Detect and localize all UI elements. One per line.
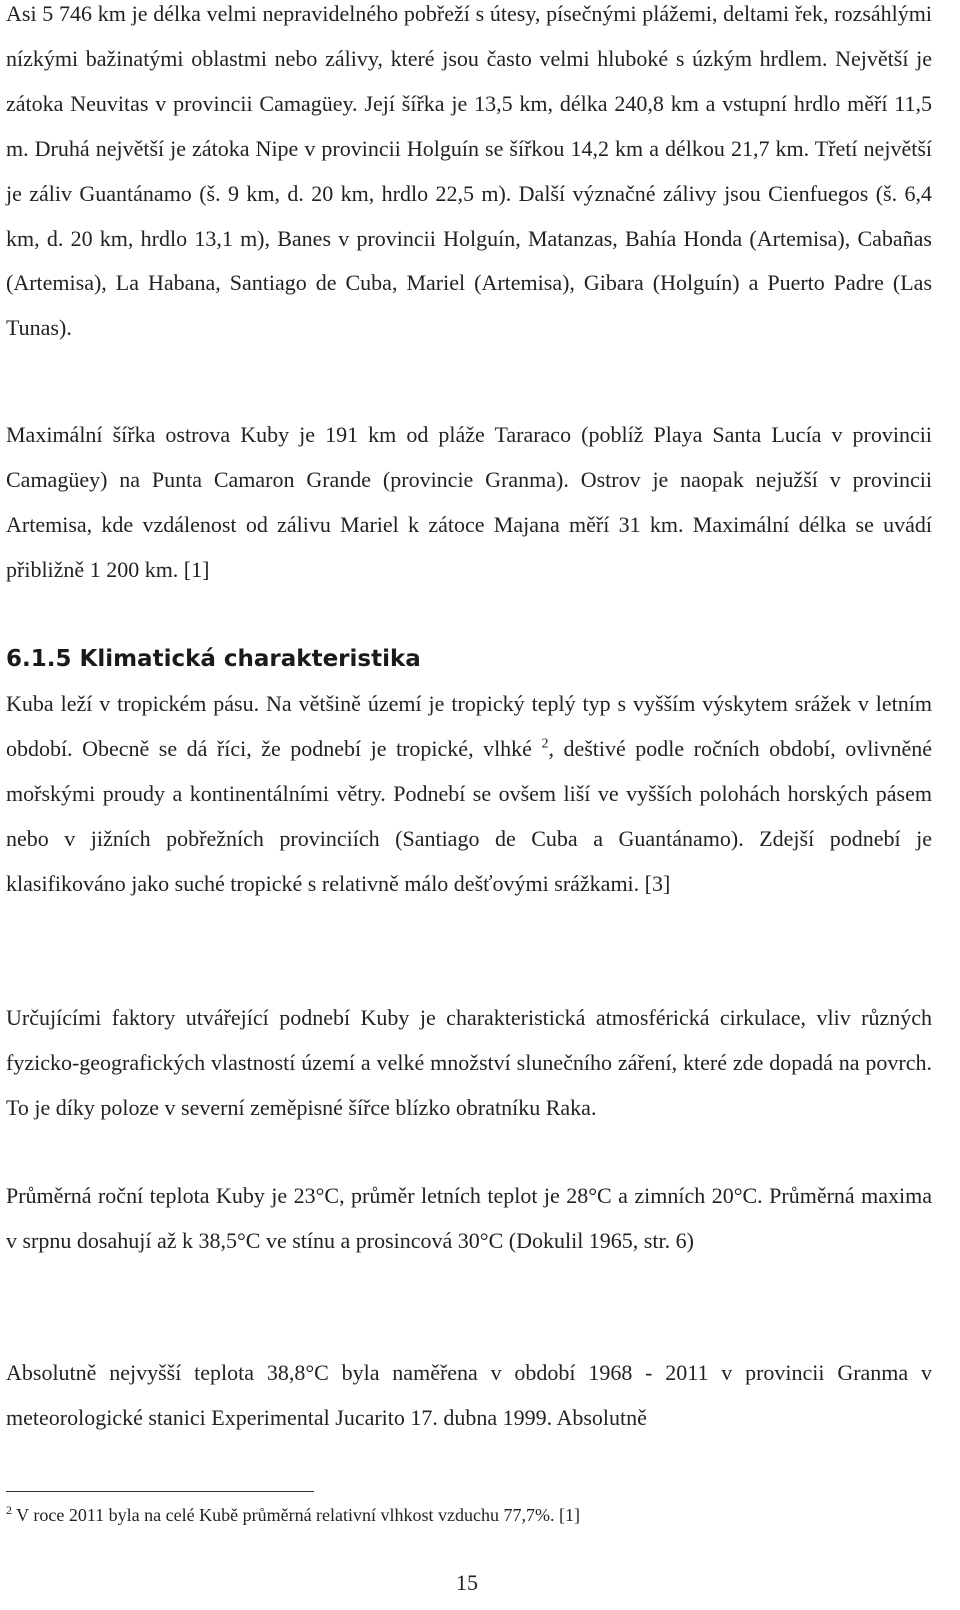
paragraph-climate-text-end: , deštivé podle ročních období, ovlivněné mořskými proudy a kontinentálními větry. Podnebí se ovšem liší ve vyšších polohách horských pásem nebo v jižních pobřežních provinciích (Santiago de Cuba a Guantánamo). Zdejší podnebí je klasifikováno jako suché tropické s relativně málo dešťovými srážkami. [3] bbox=[6, 735, 932, 896]
paragraph-climate-text-start: Kuba leží v tropickém pásu. Na většině území je tropický teplý typ s vyšším výskytem srážek v letním období. Obecně se dá říci, že podnebí je tropické, vlhké bbox=[6, 691, 932, 761]
footnote-reference: 2 bbox=[541, 736, 549, 752]
footnote-marker: 2 bbox=[6, 1503, 12, 1517]
page-number: 15 bbox=[456, 1570, 478, 1595]
footnote-text: V roce 2011 byla na celé Kubě průměrná relativní vlhkost vzduchu 77,7%. [1] bbox=[12, 1505, 581, 1525]
paragraph-island-width: Maximální šířka ostrova Kuby je 191 km od pláže Tararaco (poblíž Playa Santa Lucía v provincii Camagüey) na Punta Camaron Grande (provincie Granma). Ostrov je naopak nejužší v provincii Artemisa, kde vzdálenost od zálivu Mariel k zátoce Majana měří 31 km. Maximální délka se uvádí přibližně 1 200 km. [1] bbox=[6, 422, 932, 582]
paragraph-climate-intro bbox=[6, 682, 932, 907]
paragraph-temperatures: Průměrná roční teplota Kuby je 23°C, průměr letních teplot je 28°C a zimních 20°C. Průměrná maxima v srpnu dosahují až k 38,5°C ve stínu a prosincová 30°C (Dokulil 1965, str. 6) bbox=[6, 1183, 932, 1253]
footnote bbox=[6, 1502, 580, 1528]
paragraph-coastline: Asi 5 746 km je délka velmi nepravidelného pobřeží s útesy, písečnými plážemi, deltami řek, rozsáhlými nízkými bažinatými oblastmi nebo zálivy, které jsou často velmi hluboké s úzkým hrdlem. Největší je zátoka Neuvitas v provincii Camagüey. Její šířka je 13,5 km, délka 240,8 km a vstupní hrdlo měří 11,5 m. Druhá největší je zátoka Nipe v provincii Holguín se šířkou 14,2 km a délkou 21,7 km. Třetí největší je záliv Guantánamo (š. 9 km, d. 20 km, hrdlo 22,5 m). Další význačné zálivy jsou Cienfuegos (š. 6,4 km, d. 20 km, hrdlo 13,1 m), Banes v provincii Holguín, Matanzas, Bahía Honda (Artemisa), Cabañas (Artemisa), La Habana, Santiago de Cuba, Mariel (Artemisa), Gibara (Holguín) a Puerto Padre (Las Tunas). bbox=[6, 1, 932, 341]
footnote-divider bbox=[6, 1491, 314, 1492]
paragraph-absolute-maximum: Absolutně nejvyšší teplota 38,8°C byla naměřena v období 1968 - 2011 v provincii Granma v meteorologické stanici Experimental Jucarito 17. dubna 1999. Absolutně bbox=[6, 1360, 932, 1430]
section-heading: 6.1.5 Klimatická charakteristika bbox=[6, 646, 421, 672]
paragraph-climate-factors: Určujícími faktory utvářející podnebí Kuby je charakteristická atmosférická cirkulace, vliv různých fyzicko-geografických vlastností území a velké množství slunečního záření, které zde dopadá na povrch. To je díky poloze v severní zeměpisné šířce blízko obratníku Raka. bbox=[6, 1005, 932, 1120]
